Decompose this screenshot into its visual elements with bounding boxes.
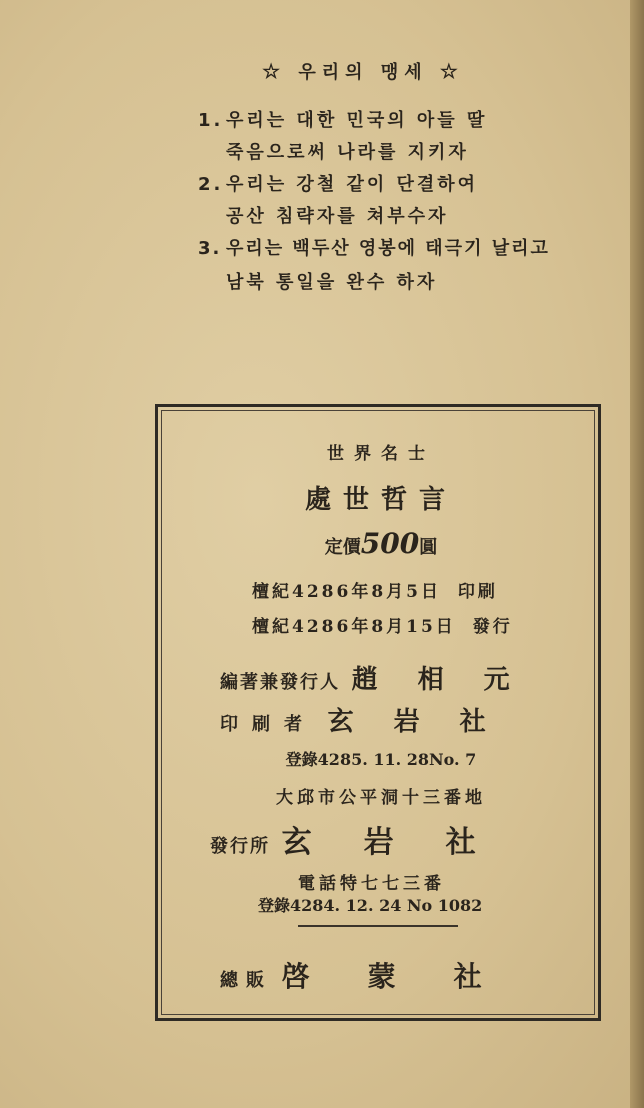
star-icon: ☆ — [439, 59, 464, 83]
editor-name: 趙相元 — [351, 665, 550, 695]
star-icon: ☆ — [262, 59, 287, 83]
pledge-item-1-line2: 죽음으로써 나라를 지키자 — [226, 142, 469, 163]
price-line: 定價500圓 — [324, 527, 438, 560]
separator-line — [298, 925, 458, 927]
editor-line — [220, 659, 550, 696]
printer-line — [220, 701, 526, 738]
book-spine — [630, 0, 644, 1108]
series-name: 世界名士 — [327, 444, 435, 464]
registration-1: 登錄4285. 11. 28No. 7 — [285, 750, 477, 769]
pledge-item-1-line1: 1. 우리는 대한 민국의 아들 딸 — [198, 110, 488, 131]
pledge-heading: 우리의 맹세 — [298, 62, 428, 83]
pledge-item-2-line2: 공산 침략자를 쳐부수자 — [226, 206, 449, 227]
address: 大邱市公平洞十三番地 — [276, 788, 486, 808]
publisher-label: 發行所 — [210, 836, 270, 857]
print-date-line: 檀紀4286年8月5日 印刷 — [252, 582, 498, 602]
issue-date-line: 檀紀4286年8月15日 發行 — [252, 617, 513, 637]
pledge-item-3-line2: 남북 통일을 완수 하자 — [226, 272, 438, 293]
book-title: 處世哲言 — [304, 485, 457, 515]
printer-label: 印刷者 — [220, 714, 316, 735]
publisher-name: 玄岩社 — [281, 825, 528, 860]
pledge-item-3-line1: 3. 우리는 백두산 영봉에 태극기 날리고 — [198, 238, 550, 259]
distributor-line — [220, 955, 540, 995]
printer-name: 玄岩社 — [327, 707, 526, 737]
registration-2: 登錄4284. 12. 24 No 1082 — [258, 896, 483, 915]
distributor-name: 啓蒙社 — [281, 960, 540, 993]
publisher-line — [210, 817, 528, 861]
colophon-box — [155, 404, 601, 1021]
distributor-label: 總販 — [220, 970, 272, 991]
pledge-title — [248, 58, 478, 84]
editor-label: 編著兼發行人 — [220, 672, 340, 693]
pledge-item-2-line1: 2. 우리는 강철 같이 단결하여 — [198, 174, 479, 195]
phone: 電話特七七三番 — [298, 874, 445, 894]
price-value: 500 — [360, 527, 420, 560]
